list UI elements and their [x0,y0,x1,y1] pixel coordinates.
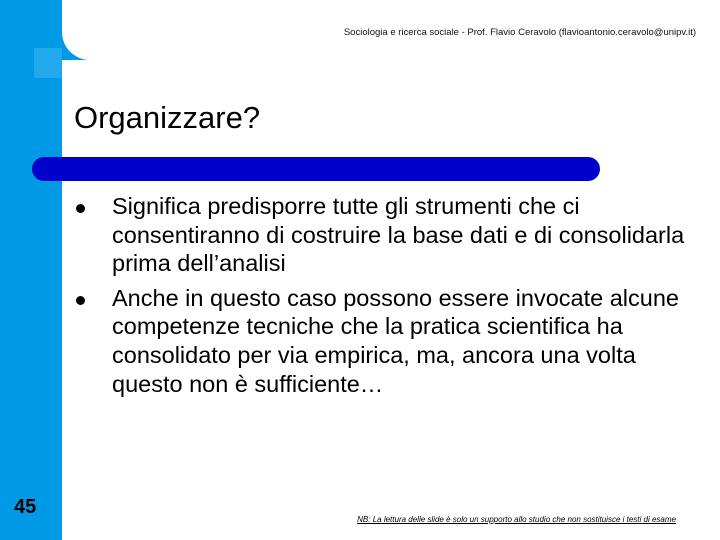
footer-note-link[interactable]: NB: La lettura delle slide è solo un supporto allo studio che non sostituisce i testi di esame [357,515,676,524]
bullet-text: Significa predisporre tutte gli strumenti che ci consentiranno di costruire la base dati e di consolidarla prima dell’analisi [112,193,685,277]
content-corner [62,60,102,100]
bullet-list [76,192,696,404]
bullet-item [76,192,696,278]
bullet-text: Anche in questo caso possono essere invocate alcune competenze tecniche che la pratica scientifica ha consolidato per via empirica, ma, ancora una volta questo non è sufficiente… [112,284,679,397]
bullet-dot-icon [76,296,85,305]
slide-title: Organizzare? [74,100,261,135]
left-decorative-band [0,0,62,540]
bullet-item [76,284,696,398]
decorative-square [34,48,62,78]
slide-header-text: Sociologia e ricerca sociale - Prof. Flavio Ceravolo (flavioantonio.ceravolo@unipv.it) [343,27,696,38]
title-underline-bar [32,157,600,181]
slide-number: 45 [14,496,37,518]
bullet-dot-icon [76,204,85,213]
